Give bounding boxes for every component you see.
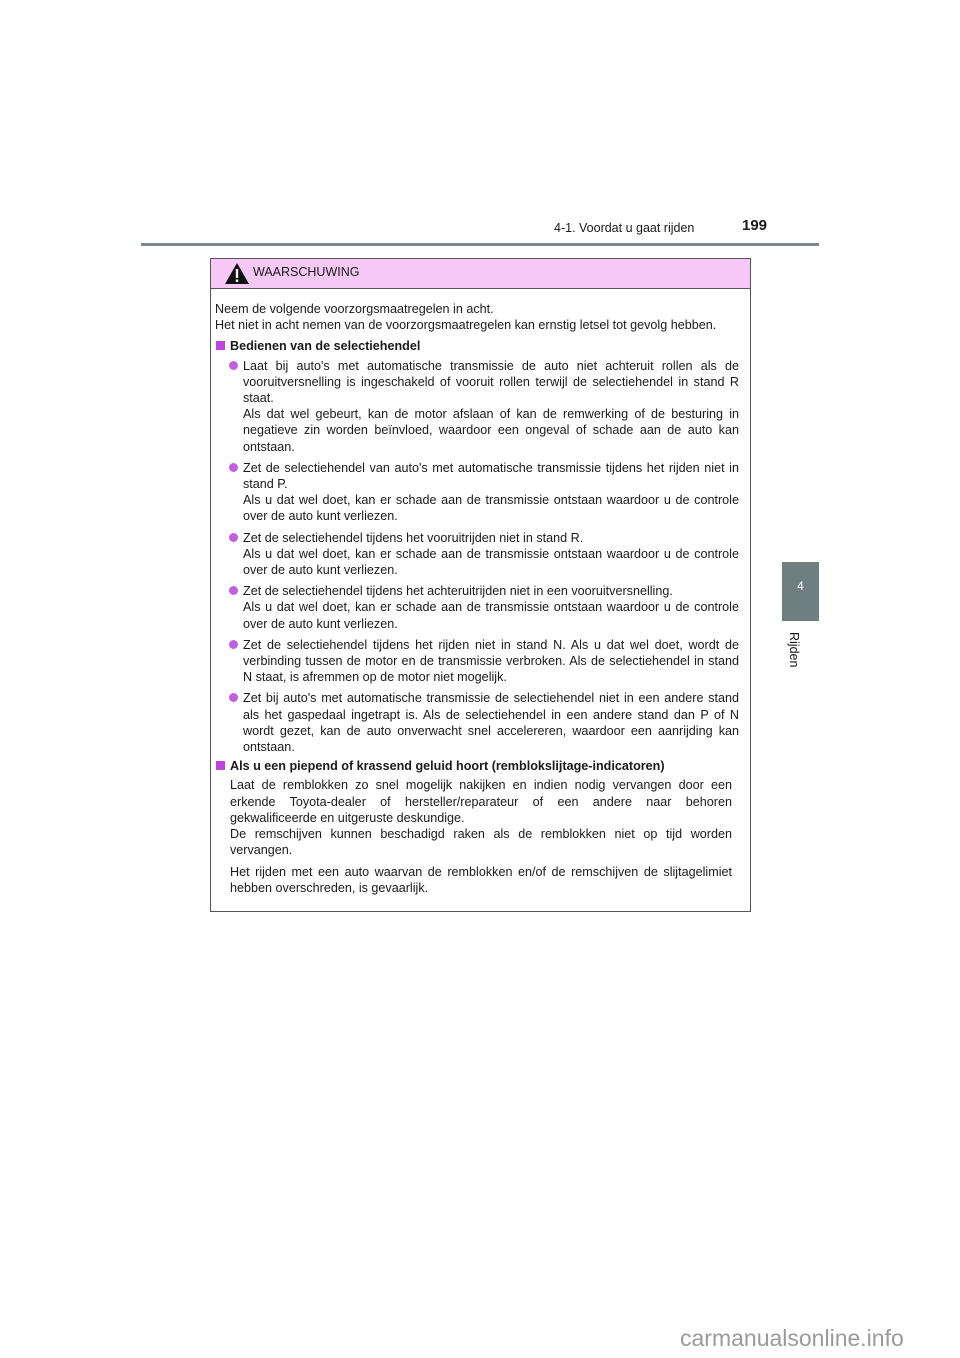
section-title: 4-1. Voordat u gaat rijden — [554, 221, 695, 235]
bullet-icon — [229, 533, 238, 542]
square-bullet-icon — [216, 761, 225, 770]
bullet-icon — [229, 693, 238, 702]
page-number: 199 — [742, 217, 768, 234]
bullet-icon — [229, 361, 238, 370]
warning-content — [215, 301, 739, 896]
watermark: carmanualsonline.info — [680, 1325, 904, 1351]
list-item: Laat bij auto's met automatische transmissie de auto niet achteruit rollen als de vooruitversnelling is ingeschakeld of vooruit rollen terwijl de selectiehendel in stand R staat. Als dat wel gebeurt, kan de motor afslaan of kan de remwerking of de besturing in negatieve zin worden beïnvloed, waardoor een ongeval of schade aan de auto kan ontstaan. — [215, 358, 739, 455]
warning-title: WAARSCHUWING — [253, 265, 360, 279]
list-item: Zet de selectiehendel van auto's met automatische transmissie tijdens het rijden niet in stand P. Als u dat wel doet, kan er schade aan de transmissie ontstaan waardoor u de controle over de auto kunt verliezen. — [215, 460, 739, 525]
warning-header — [211, 259, 750, 289]
list-item: Zet de selectiehendel tijdens het vooruitrijden niet in stand R. Als u dat wel doet, kan er schade aan de transmissie ontstaan waardoor u de controle over de auto kunt verliezen. — [215, 530, 739, 579]
chapter-label: Rijden — [787, 632, 801, 668]
warning-box — [210, 258, 751, 912]
bullet-icon — [229, 463, 238, 472]
paragraph: Laat de remblokken zo snel mogelijk nakijken en indien nodig vervangen door een erkende Toyota-dealer of hersteller/reparateur of een andere naar behoren gekwalificeerde en uitgeruste deskundige. De remschijven kunnen beschadigd raken als de remblokken niet op tijd worden vervangen. — [230, 778, 732, 858]
paragraph: Het rijden met een auto waarvan de remblokken en/of de remschijven de slijtagelimiet hebben overschreden, is gevaarlijk. — [230, 864, 732, 895]
section-heading: Bedienen van de selectiehendel — [215, 338, 739, 354]
section-heading: Als u een piepend of krassend geluid hoort (remblokslijtage-indicatoren) — [215, 758, 739, 774]
list-item: Zet de selectiehendel tijdens het rijden niet in stand N. Als u dat wel doet, wordt de verbinding tussen de motor en de transmissie verbroken. Als de selectiehendel in stand N staat, is afremmen op de motor niet mogelijk. — [215, 637, 739, 686]
intro-line: Neem de volgende voorzorgsmaatregelen in acht. — [215, 302, 494, 316]
warning-triangle-icon — [225, 263, 249, 284]
bullet-icon — [229, 640, 238, 649]
list-item: Zet de selectiehendel tijdens het achteruitrijden niet in een vooruitversnelling. Als u dat wel doet, kan er schade aan de transmissie ontstaan waardoor u de controle over de auto kunt verliezen. — [215, 583, 739, 632]
chapter-tab: 4 — [782, 562, 819, 621]
header-divider — [141, 243, 819, 246]
square-bullet-icon — [216, 341, 225, 350]
intro-line: Het niet in acht nemen van de voorzorgsmaatregelen kan ernstig letsel tot gevolg hebben. — [215, 318, 717, 333]
bullet-icon — [229, 586, 238, 595]
list-item: Zet bij auto's met automatische transmissie de selectiehendel niet in een andere stand als het gaspedaal ingetrapt is. Als de selectiehendel in een andere stand dan P of N wordt gezet, kan de auto onverwacht snel accelereren, waardoor een aanrijding kan ontstaan. — [215, 690, 739, 755]
